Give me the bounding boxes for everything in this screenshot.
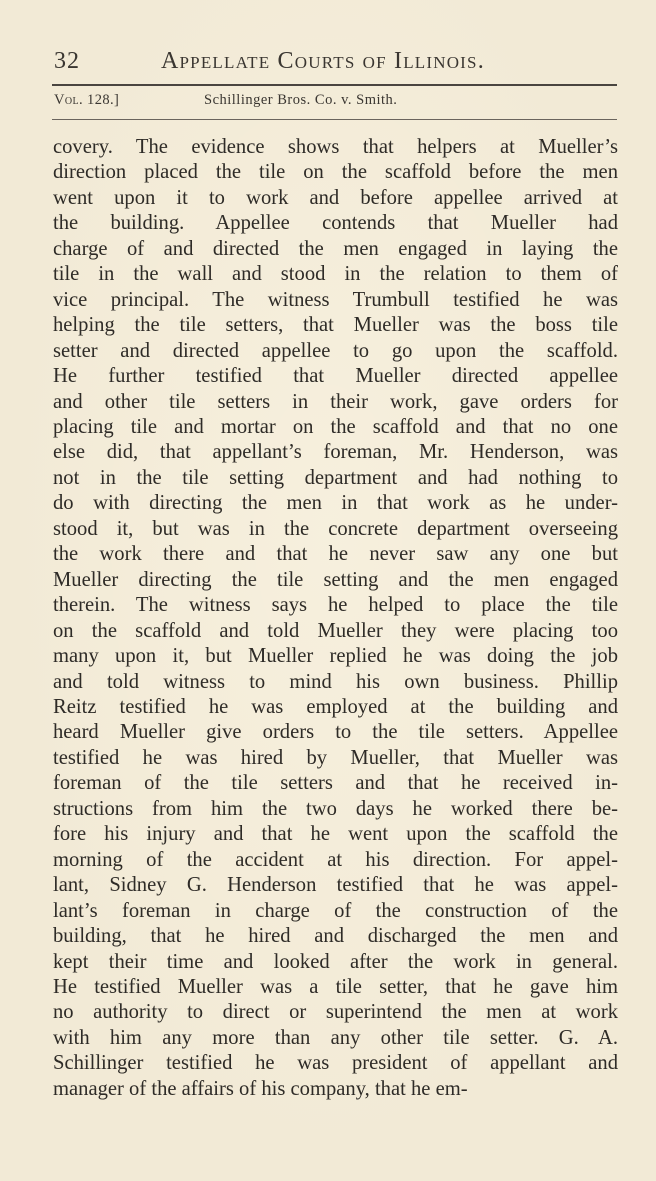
text-line: with him any more than any other tile setter. G. A. bbox=[53, 1026, 618, 1049]
text-line: helping the tile setters, that Mueller was the boss tile bbox=[53, 314, 618, 337]
text-line: manager of the affairs of his company, that he em- bbox=[53, 1077, 468, 1100]
text-line: therein. The witness says he helped to place the tile bbox=[53, 594, 618, 617]
text-line: fore his injury and that he went upon the scaffold the bbox=[53, 823, 618, 846]
text-line: setter and directed appellee to go upon the scaffold. bbox=[53, 339, 618, 362]
body-text bbox=[53, 135, 618, 1102]
text-line: kept their time and looked after the work in general. bbox=[53, 950, 618, 973]
text-line: went upon it to work and before appellee arrived at bbox=[53, 186, 618, 209]
text-line: Mueller directing the tile setting and the men engaged bbox=[53, 568, 618, 591]
header-rule bbox=[52, 84, 617, 86]
text-line: tile in the wall and stood in the relation to them of bbox=[53, 263, 618, 286]
text-line: direction placed the tile on the scaffold before the men bbox=[53, 161, 618, 184]
text-line: Schillinger testified he was president of appellant and bbox=[53, 1052, 618, 1075]
text-line: placing tile and mortar on the scaffold and that no one bbox=[53, 415, 618, 438]
text-line: vice principal. The witness Trumbull testified he was bbox=[53, 288, 618, 311]
case-subheader bbox=[54, 92, 617, 112]
text-line: and told witness to mind his own business. Phillip bbox=[53, 670, 618, 693]
text-line: charge of and directed the men engaged in laying the bbox=[53, 237, 618, 260]
text-line: Reitz testified he was employed at the building and bbox=[53, 695, 618, 718]
text-line: do with directing the men in that work as he under- bbox=[53, 492, 618, 515]
subheader-rule bbox=[52, 119, 617, 120]
text-line: morning of the accident at his direction. For appel- bbox=[53, 848, 618, 871]
text-line: lant’s foreman in charge of the construction of the bbox=[53, 899, 618, 922]
text-line: else did, that appellant’s foreman, Mr. Henderson, was bbox=[53, 441, 618, 464]
text-line: He further testified that Mueller directed appellee bbox=[53, 365, 618, 388]
text-line: foreman of the tile setters and that he received in- bbox=[53, 772, 618, 795]
text-line: the building. Appellee contends that Mueller had bbox=[53, 212, 618, 235]
running-title: Appellate Courts of Illinois. bbox=[161, 48, 485, 74]
text-line: building, that he hired and discharged the men and bbox=[53, 925, 618, 948]
text-line: heard Mueller give orders to the tile setters. Appellee bbox=[53, 721, 618, 744]
text-line: on the scaffold and told Mueller they were placing too bbox=[53, 619, 618, 642]
text-line: stood it, but was in the concrete department overseeing bbox=[53, 517, 618, 540]
text-line: He testified Mueller was a tile setter, that he gave him bbox=[53, 975, 618, 998]
text-line: testified he was hired by Mueller, that Mueller was bbox=[53, 746, 618, 769]
text-line: not in the tile setting department and had nothing to bbox=[53, 466, 618, 489]
text-line: covery. The evidence shows that helpers at Mueller’s bbox=[53, 136, 618, 158]
text-line: many upon it, but Mueller replied he was doing the job bbox=[53, 645, 618, 668]
case-name: Schillinger Bros. Co. v. Smith. bbox=[204, 92, 398, 108]
page-header bbox=[54, 48, 617, 78]
text-line: lant, Sidney G. Henderson testified that he was appel- bbox=[53, 874, 618, 897]
text-line: the work there and that he never saw any one but bbox=[53, 543, 618, 566]
volume-label: Vol. 128.] bbox=[54, 92, 120, 108]
page-number: 32 bbox=[54, 48, 80, 74]
text-line: no authority to direct or superintend the men at work bbox=[53, 1001, 618, 1024]
text-line: structions from him the two days he worked there be- bbox=[53, 797, 618, 820]
text-line: and other tile setters in their work, gave orders for bbox=[53, 390, 618, 413]
